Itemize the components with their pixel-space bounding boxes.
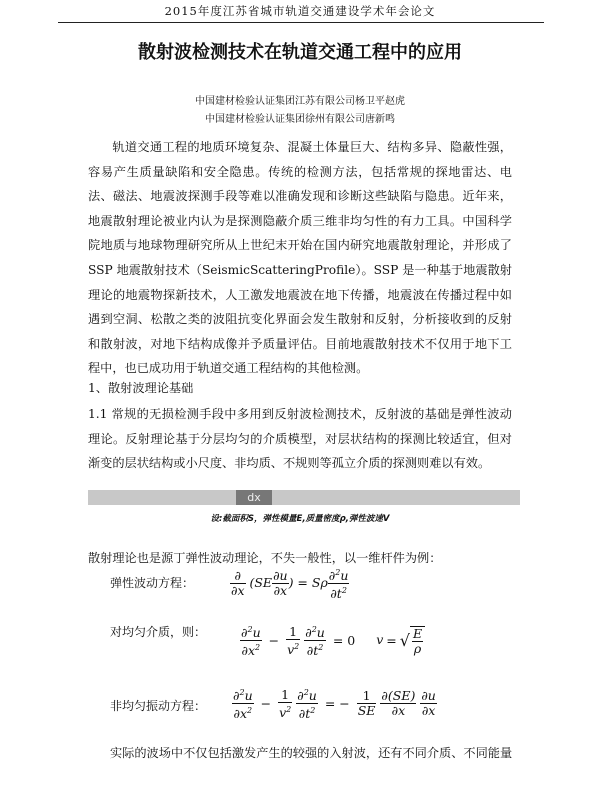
uniform-medium-label: 对均匀介质，则： — [110, 625, 207, 639]
scatter-theory-intro: 散射理论也是源丁弹性波动理论，不失一般性，以一维杆件为例： — [88, 551, 442, 565]
running-header: 2015年度江苏省城市轨道交通建设学术年会论文 — [164, 4, 436, 18]
elastic-wave-equation: $\frac{\partial}{\partial x}$ (SE $\frac{\partial u}{\partial x}$ ) = Sρ $\frac{\partial^2u}{\partial t^2}$ — [231, 568, 349, 602]
last-line: 实际的波场中不仅包括激发产生的较强的入射波，还有不同介质、不同能量 — [110, 746, 513, 760]
uniform-medium-equation: $\frac{\partial^2u}{\partial x^2}$ − $\frac{1}{v^2}$ $\frac{\partial^2u}{\partial t^2}$ = 0 v = √ $\frac{E}{\rho}$ — [240, 623, 425, 658]
dx-segment-label: dx — [236, 490, 272, 505]
paragraph-1-1: 1.1 常规的无损检测手段中多用到反射波检测技术，反射波的基础是弹性波动理论。反射理论基于分层均匀的介质模型，对层状结构的探测比较适宜，但对渐变的层状结构或小尺度、非均质、不规则等孤立介质的探测则难以有效。 — [88, 407, 512, 471]
author-line-2: 中国建材检验认证集团徐州有限公司唐新鸣 — [205, 114, 395, 125]
paper-title: 散射波检测技术在轨道交通工程中的应用 — [138, 42, 462, 63]
intro-paragraph: 轨道交通工程的地质环境复杂、混凝土体量巨大、结构多异、隐蔽性强，容易产生质量缺陷和安全隐患。传统的检测方法，包括常规的探地雷达、电法、磁法、地震波探测手段等难以准确发现和诊断这些缺陷与隐患。近年来，地震散射理论被业内认为是探测隐蔽介质三维非均匀性的有力工具。中国科学院地质与地球物理研究所从上世纪末开始在国内研究地震散射理论，并形成了 SSP 地震散射技术（SeismicScatteringProfile）。SSP 是一种基于地震散射理论的地震物探新技术，人工激发地震波在地下传播，地震波在传播过程中如遇到空洞、松散之类的波阻抗变化界面会发生散射和反射，分析接收到的反射和散射波，对地下结构成像并予质量评估。目前地震散射技术不仅用于地下工程中，也已成功用于轨道交通工程结构的其他检测。 — [88, 140, 512, 376]
header-rule — [58, 22, 544, 23]
nonuniform-vibration-equation: $\frac{\partial^2u}{\partial x^2}$ − $\frac{1}{v^2}$ $\frac{\partial^2u}{\partial t^2}$ = − $\frac{1}{SE}$ $\frac{\partial(SE)}{\partial x}$ $\frac{\partial u}{\partial x}$ — [233, 686, 436, 722]
elastic-equation-label: 弹性波动方程： — [110, 576, 195, 590]
section-heading-1: 1、散射波理论基础 — [88, 381, 194, 395]
figure-caption: 设:截面积S，弹性模量E,质量密度ρ,弹性波速V — [210, 514, 390, 524]
nonuniform-equation-label: 非均匀振动方程： — [110, 699, 207, 713]
rod-element-figure — [88, 490, 520, 505]
author-line-1: 中国建材检验认证集团江苏有限公司杨卫平赵虎 — [195, 96, 405, 107]
